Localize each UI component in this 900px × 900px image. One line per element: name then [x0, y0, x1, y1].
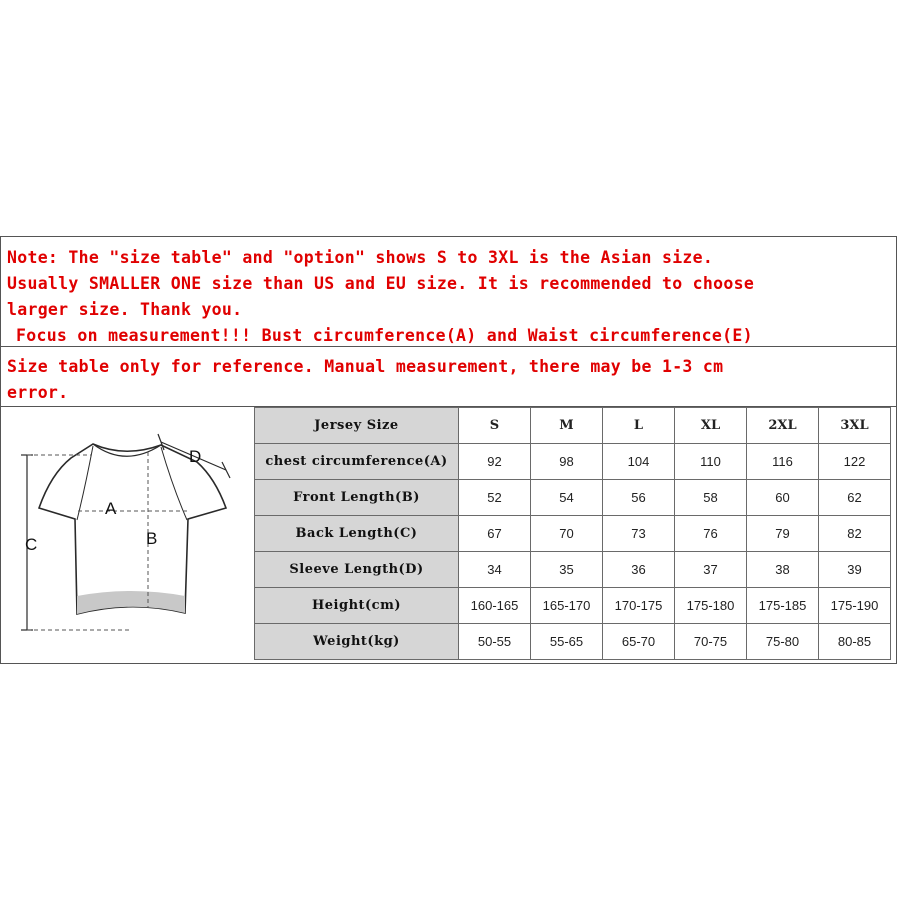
- row-label: Back Length(C): [255, 516, 459, 552]
- table-cell: 52: [459, 480, 531, 516]
- jersey-outline-icon: [1, 408, 253, 663]
- table-cell: 35: [531, 552, 603, 588]
- table-cell: 65-70: [603, 624, 675, 660]
- table-cell: 80-85: [819, 624, 891, 660]
- size-header-row: [255, 408, 891, 444]
- row-label: chest circumference(A): [255, 444, 459, 480]
- table-cell: 67: [459, 516, 531, 552]
- size-col-header: 2XL: [747, 408, 819, 444]
- row-label: Height(cm): [255, 588, 459, 624]
- table-cell: 56: [603, 480, 675, 516]
- reference-note: [1, 348, 896, 407]
- table-cell: 58: [675, 480, 747, 516]
- table-cell: 34: [459, 552, 531, 588]
- table-cell: 50-55: [459, 624, 531, 660]
- jersey-diagram: [1, 408, 253, 663]
- table-cell: 160-165: [459, 588, 531, 624]
- note-line-3: larger size. Thank you.: [7, 300, 243, 319]
- table-cell: 92: [459, 444, 531, 480]
- diagram-label-b: B: [146, 529, 158, 548]
- table-cell: 70-75: [675, 624, 747, 660]
- table-cell: 38: [747, 552, 819, 588]
- table-cell: 116: [747, 444, 819, 480]
- note-line-1: Note: The "size table" and "option" shows S to 3XL is the Asian size.: [7, 248, 714, 267]
- table-cell: 79: [747, 516, 819, 552]
- table-row: [255, 588, 891, 624]
- size-header-label: Jersey Size: [255, 408, 459, 444]
- table-cell: 175-185: [747, 588, 819, 624]
- row-label: Weight(kg): [255, 624, 459, 660]
- table-row: [255, 444, 891, 480]
- size-col-header: 3XL: [819, 408, 891, 444]
- diagram-label-c: C: [25, 535, 38, 554]
- note-line-6: error.: [7, 383, 69, 402]
- size-col-header: L: [603, 408, 675, 444]
- table-cell: 175-190: [819, 588, 891, 624]
- diagram-label-d: D: [189, 447, 202, 466]
- table-cell: 54: [531, 480, 603, 516]
- table-cell: 60: [747, 480, 819, 516]
- table-cell: 70: [531, 516, 603, 552]
- table-row: [255, 552, 891, 588]
- diagram-label-a: A: [105, 499, 117, 518]
- table-cell: 175-180: [675, 588, 747, 624]
- table-cell: 75-80: [747, 624, 819, 660]
- table-cell: 73: [603, 516, 675, 552]
- table-cell: 39: [819, 552, 891, 588]
- table-cell: 62: [819, 480, 891, 516]
- table-cell: 165-170: [531, 588, 603, 624]
- note-line-2: Usually SMALLER ONE size than US and EU size. It is recommended to choose: [7, 274, 755, 293]
- size-note: [1, 237, 896, 347]
- size-col-header: M: [531, 408, 603, 444]
- row-label: Front Length(B): [255, 480, 459, 516]
- table-row: [255, 516, 891, 552]
- size-col-header: S: [459, 408, 531, 444]
- table-cell: 98: [531, 444, 603, 480]
- table-row: [255, 480, 891, 516]
- size-table: [254, 407, 891, 660]
- row-label: Sleeve Length(D): [255, 552, 459, 588]
- table-cell: 82: [819, 516, 891, 552]
- table-cell: 76: [675, 516, 747, 552]
- table-cell: 104: [603, 444, 675, 480]
- size-col-header: XL: [675, 408, 747, 444]
- table-cell: 55-65: [531, 624, 603, 660]
- table-row: [255, 624, 891, 660]
- table-cell: 170-175: [603, 588, 675, 624]
- table-cell: 36: [603, 552, 675, 588]
- table-cell: 37: [675, 552, 747, 588]
- table-cell: 122: [819, 444, 891, 480]
- note-line-5: Size table only for reference. Manual measurement, there may be 1-3 cm: [7, 357, 724, 376]
- note-line-4: Focus on measurement!!! Bust circumference(A) and Waist circumference(E): [16, 326, 753, 345]
- table-cell: 110: [675, 444, 747, 480]
